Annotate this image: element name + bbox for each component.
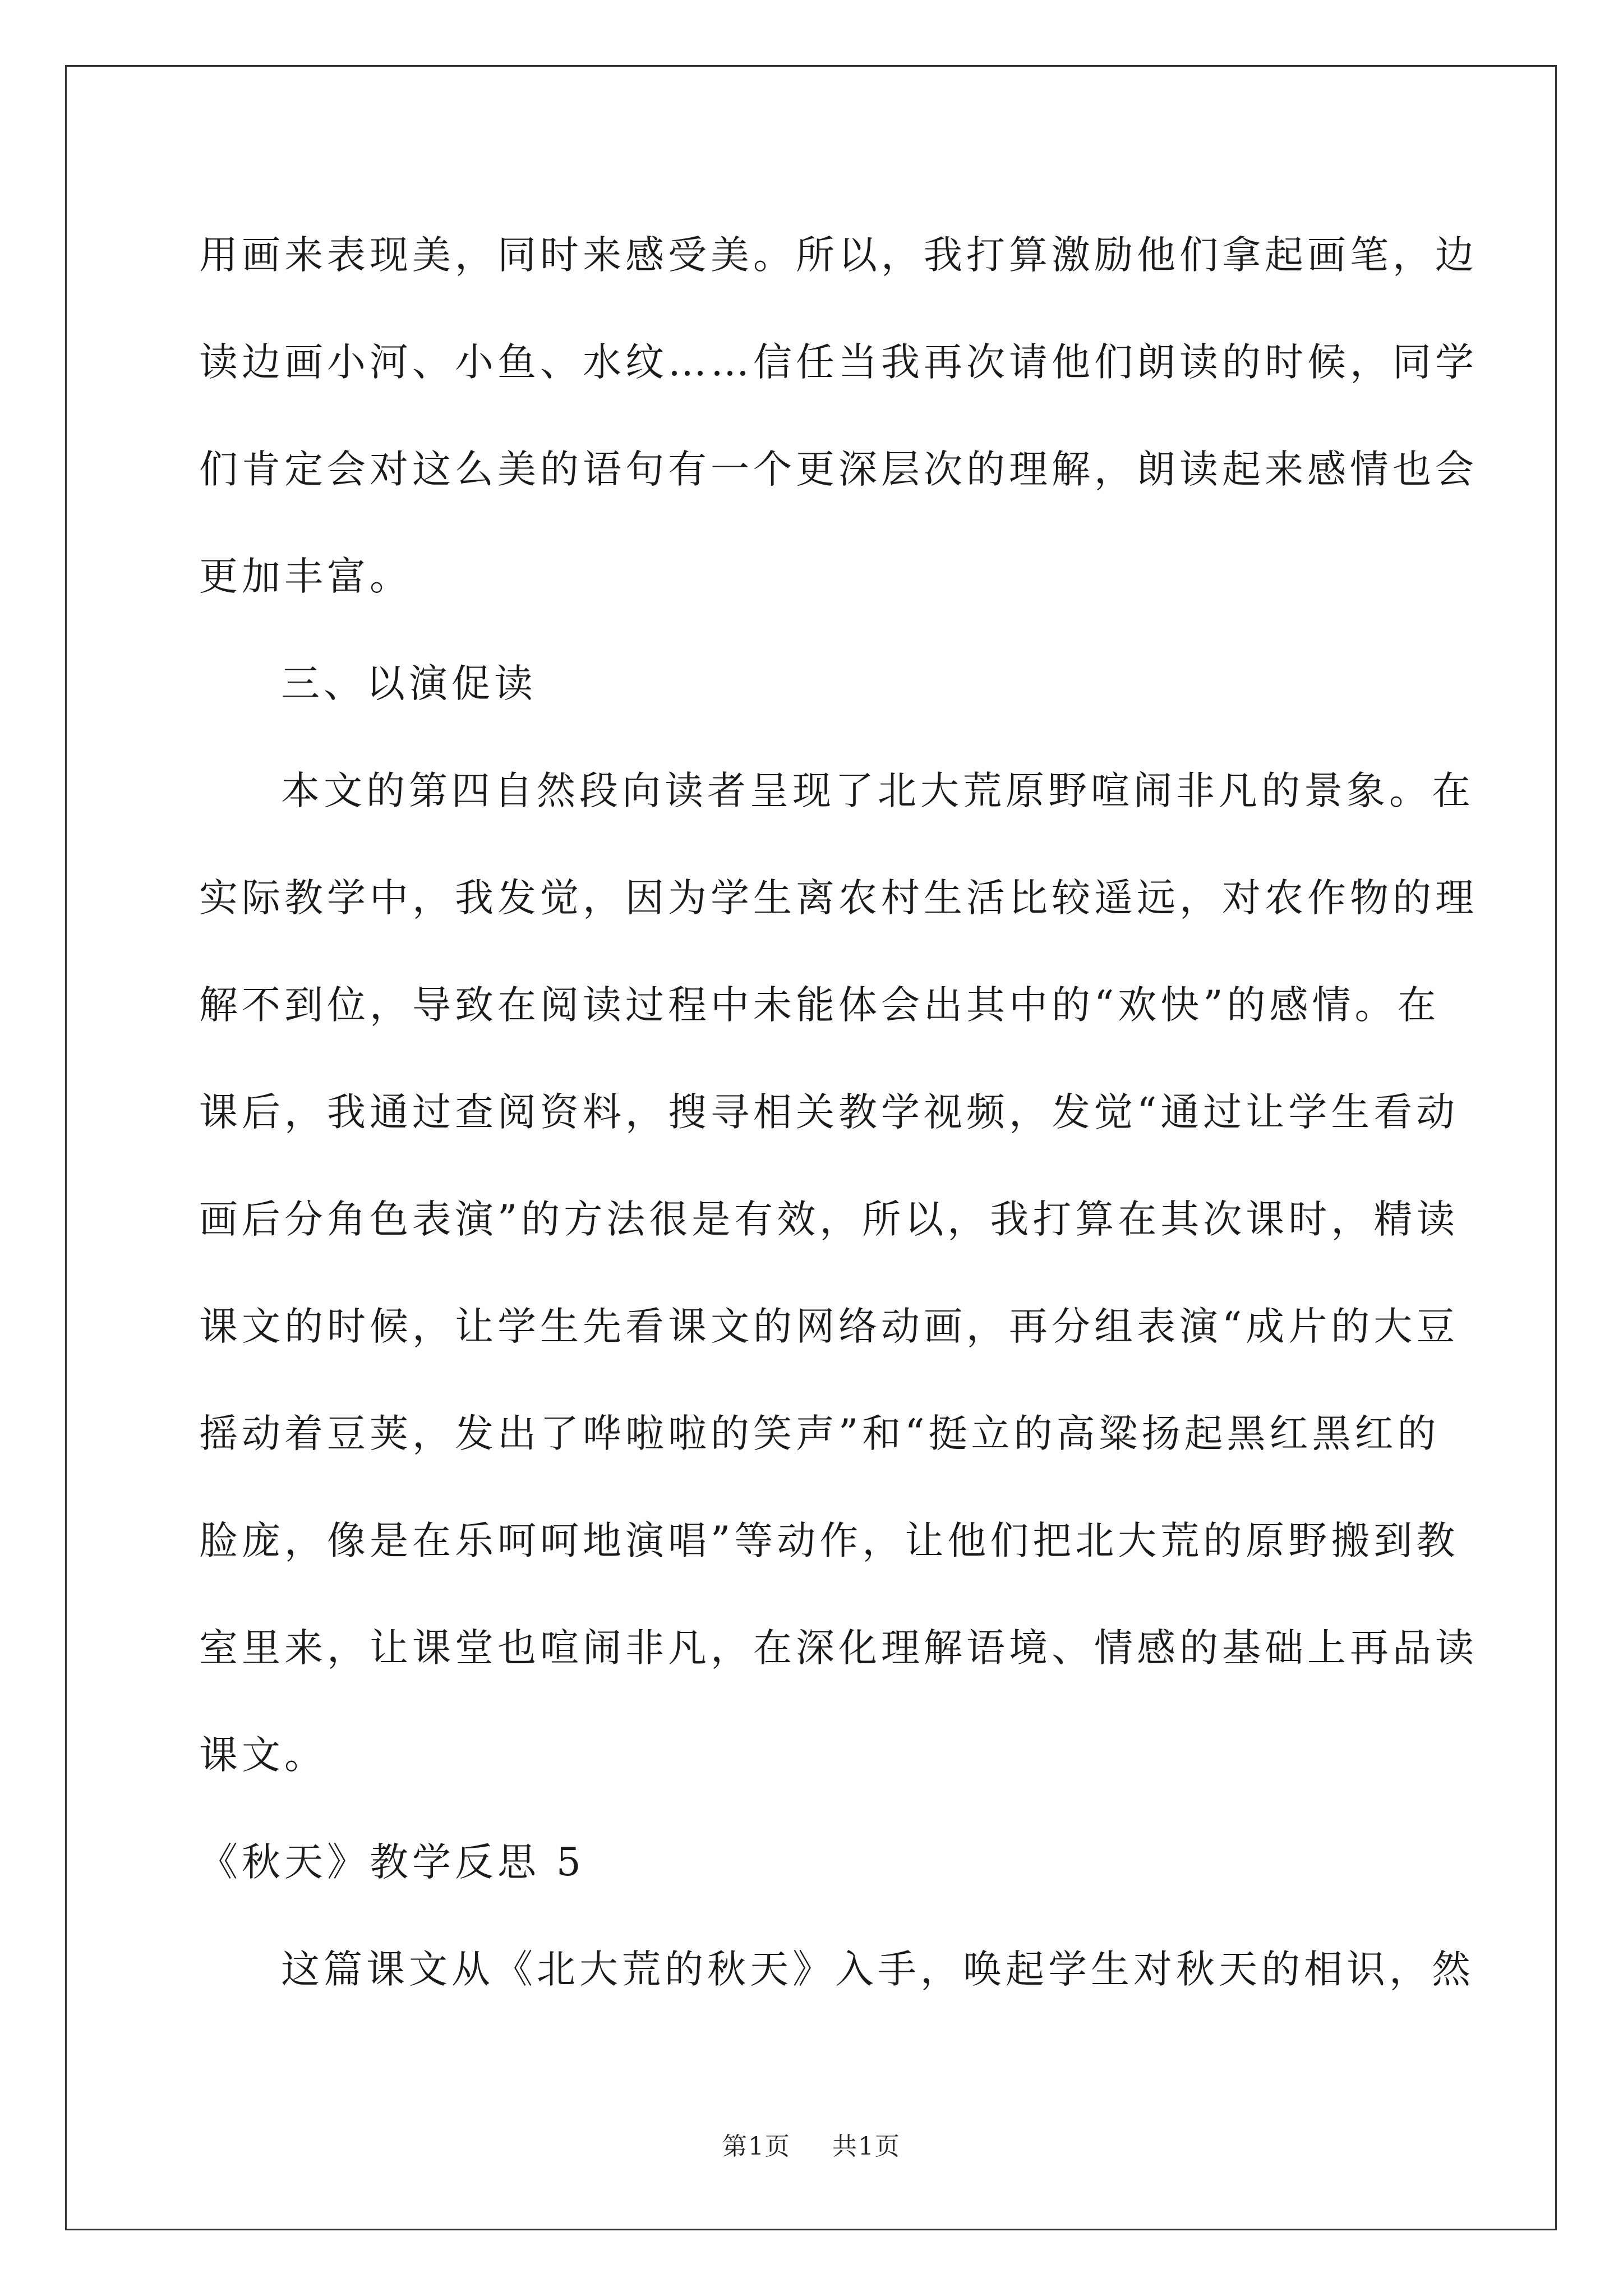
paragraph-line: 课文。 (199, 1733, 327, 1778)
paragraph-line: 课后，我通过查阅资料，搜寻相关教学视频，发觉“通过让学生看动 (199, 1090, 1459, 1135)
paragraph-line: 用画来表现美，同时来感受美。所以，我打算激励他们拿起画笔，边 (199, 233, 1478, 278)
page-footer (0, 2126, 1623, 2162)
page-number-current: 第1页 (722, 2132, 791, 2161)
paragraph-line: 读边画小河、小鱼、水纹……信任当我再次请他们朗读的时候，同学 (199, 340, 1478, 385)
paragraph-line: 这篇课文从《北大荒的秋天》入手，唤起学生对秋天的相识，然 (281, 1947, 1474, 1992)
paragraph-line: 室里来，让课堂也喧闹非凡，在深化理解语境、情感的基础上再品读 (199, 1626, 1478, 1671)
paragraph-line: 更加丰富。 (199, 554, 412, 599)
document-body (199, 202, 1478, 2023)
paragraph-line: 脸庞，像是在乐呵呵地演唱”等动作，让他们把北大荒的原野搬到教 (199, 1519, 1459, 1563)
paragraph-line: 课文的时候，让学生先看课文的网络动画，再分组表演“成片的大豆 (199, 1304, 1459, 1349)
page-number-total: 共1页 (832, 2132, 901, 2161)
paragraph-line: 本文的第四自然段向读者呈现了北大荒原野喧闹非凡的景象。在 (281, 769, 1474, 813)
article-title: 《秋天》教学反思 5 (199, 1840, 585, 1885)
paragraph-line: 摇动着豆荚，发出了哗啦啦的笑声”和“挺立的高粱扬起黑红黑红的 (199, 1411, 1440, 1456)
section-heading: 三、以演促读 (281, 661, 537, 706)
paragraph-line: 解不到位，导致在阅读过程中未能体会出其中的“欢快”的感情。在 (199, 983, 1440, 1028)
paragraph-line: 们肯定会对这么美的语句有一个更深层次的理解，朗读起来感情也会 (199, 447, 1478, 492)
paragraph-line: 画后分角色表演”的方法很是有效，所以，我打算在其次课时，精读 (199, 1197, 1459, 1242)
paragraph-line: 实际教学中，我发觉，因为学生离农村生活比较遥远，对农作物的理 (199, 876, 1478, 921)
